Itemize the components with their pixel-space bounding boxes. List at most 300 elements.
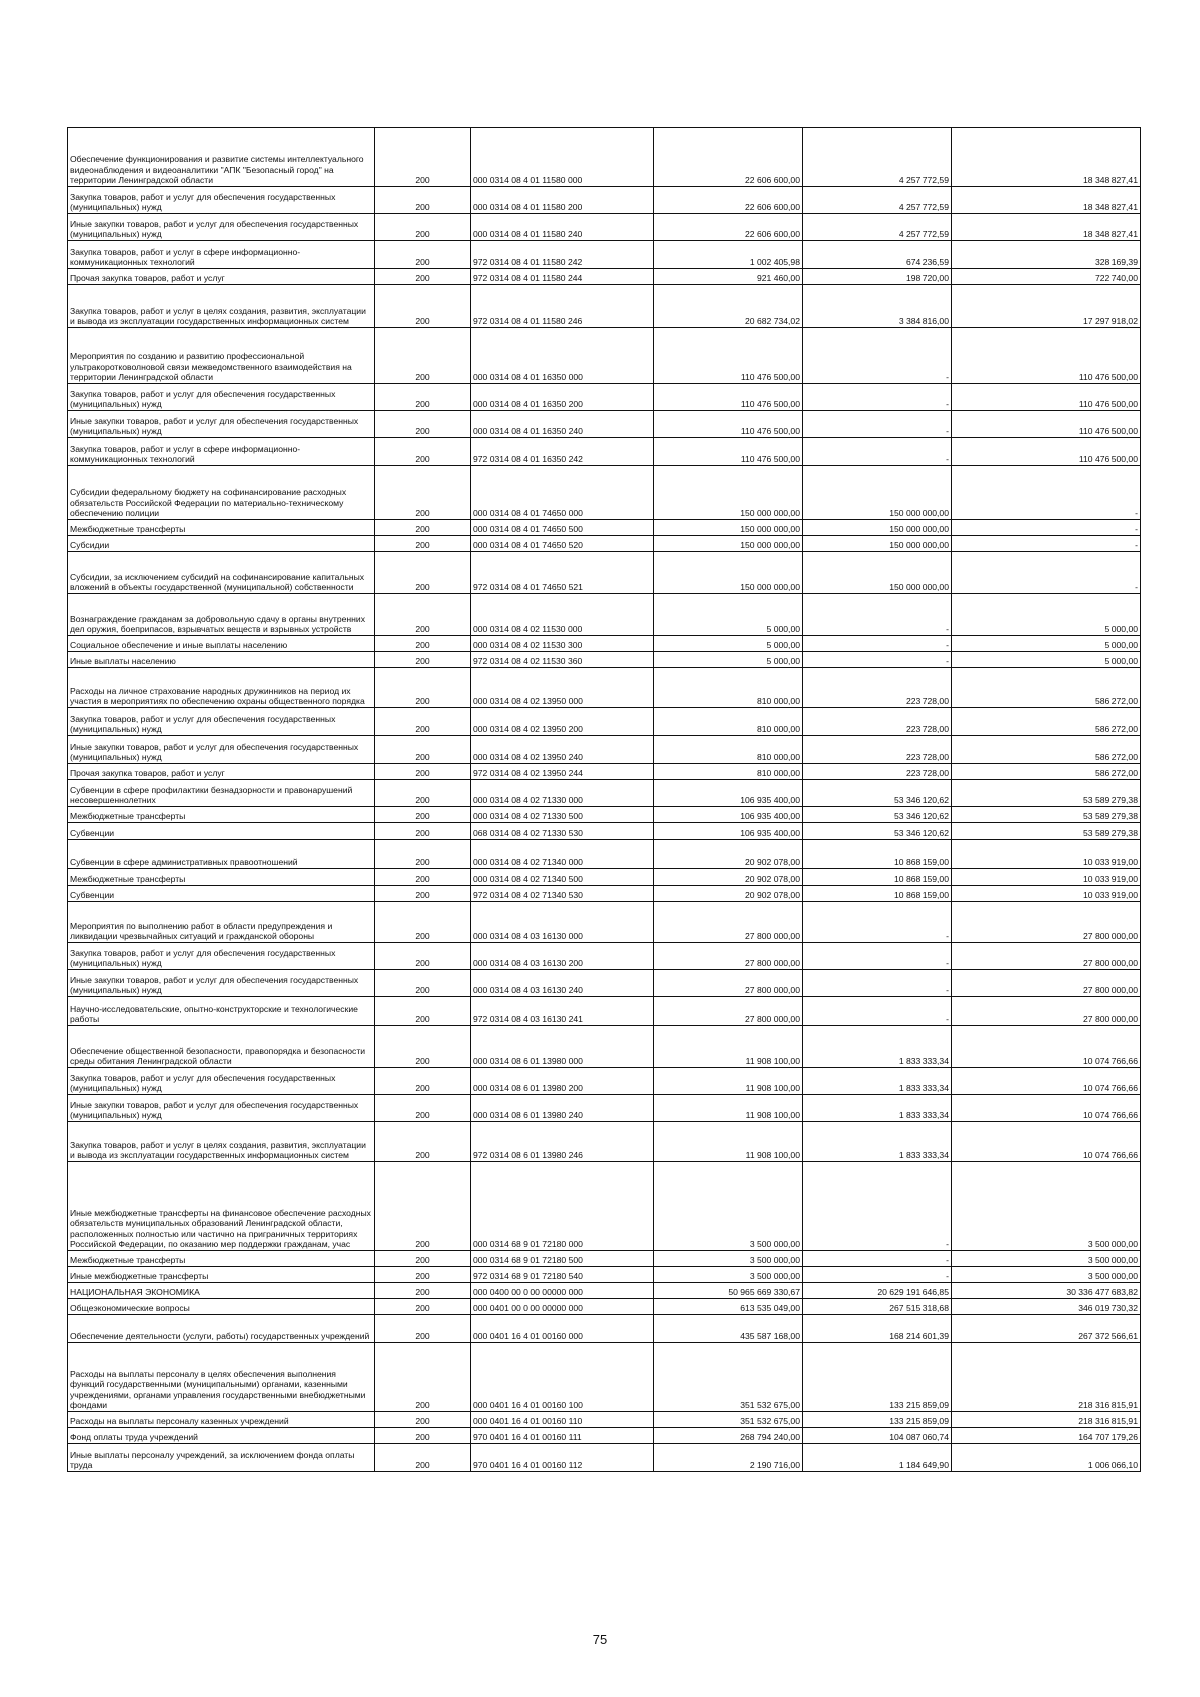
row-name: Субсидии (70, 539, 110, 550)
row-budget-classification: 000 0314 08 6 01 13980 240 (473, 1109, 583, 1120)
row-executed-amount: 267 515 318,68 (889, 1302, 949, 1313)
table-row (68, 1267, 1141, 1283)
row-budget-classification: 000 0401 16 4 01 00160 100 (473, 1399, 583, 1410)
row-budget-classification: 000 0314 08 4 02 71330 000 (473, 794, 583, 805)
row-budget-classification: 000 0314 08 4 03 16130 000 (473, 930, 583, 941)
table-row (68, 1162, 1141, 1251)
row-approved-amount: 150 000 000,00 (740, 507, 800, 518)
row-remaining-amount: - (1135, 507, 1138, 518)
row-approved-amount: 810 000,00 (756, 723, 800, 734)
row-executed-amount: 1 833 333,34 (898, 1109, 949, 1120)
row-name: Закупка товаров, работ и услуг для обеспечения государственных (муниципальных) нужд (70, 1072, 336, 1093)
row-executed-amount: - (946, 1254, 949, 1265)
row-budget-classification: 000 0314 08 4 02 13950 200 (473, 723, 583, 734)
table-body (68, 128, 1141, 1472)
row-line-code: 200 (415, 539, 430, 550)
row-executed-amount: 133 215 859,09 (889, 1399, 949, 1410)
row-executed-amount: - (946, 371, 949, 382)
row-approved-amount: 3 500 000,00 (749, 1270, 800, 1281)
table-row (68, 668, 1141, 708)
row-approved-amount: 150 000 000,00 (740, 523, 800, 534)
row-budget-classification: 000 0314 08 4 01 11580 200 (473, 201, 583, 212)
row-name: Научно-исследовательские, опытно-конструкторские и технологические работы (70, 1003, 358, 1024)
row-remaining-amount: 328 169,39 (1094, 256, 1138, 267)
row-approved-amount: 351 532 675,00 (740, 1415, 800, 1426)
row-line-code: 200 (415, 1254, 430, 1265)
row-remaining-amount: 586 272,00 (1094, 723, 1138, 734)
row-budget-classification: 970 0401 16 4 01 00160 111 (473, 1431, 582, 1442)
row-budget-classification: 972 0314 08 6 01 13980 246 (473, 1149, 583, 1160)
row-approved-amount: 435 587 168,00 (740, 1330, 800, 1341)
row-line-code: 200 (415, 1415, 430, 1426)
row-line-code: 200 (415, 1270, 430, 1281)
row-executed-amount: 198 720,00 (905, 272, 949, 283)
row-budget-classification: 972 0314 08 4 02 11530 360 (473, 655, 583, 666)
row-executed-amount: 223 728,00 (905, 723, 949, 734)
row-executed-amount: - (946, 957, 949, 968)
row-executed-amount: 53 346 120,62 (894, 810, 949, 821)
row-budget-classification: 972 0314 08 4 01 11580 246 (473, 315, 583, 326)
row-name: Закупка товаров, работ и услуг для обеспечения государственных (муниципальных) нужд (70, 947, 336, 968)
row-remaining-amount: 27 800 000,00 (1083, 984, 1138, 995)
row-executed-amount: 4 257 772,59 (898, 174, 949, 185)
table-row (68, 384, 1141, 411)
row-line-code: 200 (415, 957, 430, 968)
row-name: Межбюджетные трансферты (70, 810, 186, 821)
row-remaining-amount: 110 476 500,00 (1078, 371, 1138, 382)
row-name: Закупка товаров, работ и услуг для обеспечения государственных (муниципальных) нужд (70, 388, 336, 409)
row-name: Межбюджетные трансферты (70, 1254, 186, 1265)
row-executed-amount: - (946, 930, 949, 941)
row-name: Прочая закупка товаров, работ и услуг (70, 767, 225, 778)
row-line-code: 200 (415, 228, 430, 239)
row-executed-amount: 53 346 120,62 (894, 794, 949, 805)
row-executed-amount: 150 000 000,00 (889, 507, 949, 518)
row-budget-classification: 000 0401 00 0 00 00000 000 (473, 1302, 583, 1313)
row-remaining-amount: 53 589 279,38 (1083, 794, 1138, 805)
row-remaining-amount: 27 800 000,00 (1083, 957, 1138, 968)
row-remaining-amount: 10 074 766,66 (1083, 1055, 1138, 1066)
table-row (68, 886, 1141, 902)
row-line-code: 200 (415, 695, 430, 706)
row-approved-amount: 106 935 400,00 (740, 810, 800, 821)
row-line-code: 200 (415, 398, 430, 409)
table-row (68, 552, 1141, 594)
row-name: Закупка товаров, работ и услуг для обеспечения государственных (муниципальных) нужд (70, 713, 336, 734)
row-line-code: 200 (415, 523, 430, 534)
row-name: Иные закупки товаров, работ и услуг для обеспечения государственных (муниципальных) нужд (70, 974, 359, 995)
row-approved-amount: 27 800 000,00 (745, 1013, 800, 1024)
row-executed-amount: 10 868 159,00 (894, 873, 949, 884)
table-row (68, 128, 1141, 187)
row-approved-amount: 351 532 675,00 (740, 1399, 800, 1410)
row-remaining-amount: 10 033 919,00 (1083, 873, 1138, 884)
row-executed-amount: 150 000 000,00 (889, 581, 949, 592)
row-line-code: 200 (415, 315, 430, 326)
row-approved-amount: 613 535 049,00 (740, 1302, 800, 1313)
table-row (68, 214, 1141, 241)
row-name: Иные межбюджетные трансферты на финансовое обеспечение расходных обязательств муниципальных образований Ленинградской области, расположенных полностью или частично на приграничных территориях Российской Федерации, по оказанию мер поддержки гражданам, учас (70, 1208, 371, 1249)
row-budget-classification: 000 0314 08 4 03 16130 200 (473, 957, 583, 968)
row-line-code: 200 (415, 1431, 430, 1442)
table-row (68, 823, 1141, 840)
table-row (68, 520, 1141, 536)
row-name: Субвенции (70, 889, 115, 900)
row-remaining-amount: 1 006 066,10 (1087, 1459, 1138, 1470)
table-row (68, 1299, 1141, 1315)
table-row (68, 869, 1141, 886)
table-row (68, 1428, 1141, 1444)
row-executed-amount: 4 257 772,59 (898, 228, 949, 239)
row-budget-classification: 000 0314 68 9 01 72180 000 (473, 1238, 583, 1249)
row-approved-amount: 921 460,00 (756, 272, 800, 283)
row-name: Социальное обеспечение и иные выплаты населению (70, 639, 288, 650)
row-remaining-amount: 586 272,00 (1094, 751, 1138, 762)
row-approved-amount: 2 190 716,00 (749, 1459, 800, 1470)
budget-report-sheet (67, 127, 1140, 1472)
row-name: Субвенции в сфере административных правоотношений (70, 856, 298, 867)
row-executed-amount: 10 868 159,00 (894, 856, 949, 867)
row-line-code: 200 (415, 507, 430, 518)
row-remaining-amount: 18 348 827,41 (1083, 174, 1138, 185)
row-executed-amount: 1 184 649,90 (898, 1459, 949, 1470)
row-name: Расходы на выплаты персоналу в целях обеспечения выполнения функций государственными (муниципальными) органами, казенными учреждениями, органами управления государственными внебюджетными фондами (70, 1369, 366, 1410)
table-row (68, 466, 1141, 520)
row-executed-amount: 10 868 159,00 (894, 889, 949, 900)
table-row (68, 902, 1141, 943)
row-approved-amount: 27 800 000,00 (745, 930, 800, 941)
row-remaining-amount: 5 000,00 (1104, 655, 1138, 666)
row-remaining-amount: 722 740,00 (1094, 272, 1138, 283)
row-name: Мероприятия по выполнению работ в области предупреждения и ликвидации чрезвычайных ситуаций и гражданской обороны (70, 920, 333, 941)
row-remaining-amount: 10 033 919,00 (1083, 889, 1138, 900)
row-budget-classification: 972 0314 08 4 03 16130 241 (473, 1013, 583, 1024)
table-row (68, 764, 1141, 780)
row-approved-amount: 110 476 500,00 (740, 371, 800, 382)
row-executed-amount: - (946, 655, 949, 666)
table-row (68, 411, 1141, 438)
table-row (68, 807, 1141, 823)
row-budget-classification: 000 0314 08 4 02 11530 000 (473, 623, 583, 634)
row-budget-classification: 000 0314 08 4 02 71340 000 (473, 856, 583, 867)
row-remaining-amount: 10 074 766,66 (1083, 1149, 1138, 1160)
row-approved-amount: 1 002 405,98 (749, 256, 800, 267)
row-budget-classification: 972 0314 08 4 01 11580 244 (473, 272, 583, 283)
row-name: Закупка товаров, работ и услуг в сфере информационно-коммуникационных технологий (70, 443, 301, 464)
row-executed-amount: 1 833 333,34 (898, 1082, 949, 1093)
row-line-code: 200 (415, 371, 430, 382)
row-executed-amount: 53 346 120,62 (894, 827, 949, 838)
row-name: Закупка товаров, работ и услуг в целях создания, развития, эксплуатации и вывода из эксплуатации государственных информационных систем (70, 305, 366, 326)
row-budget-classification: 000 0314 08 4 01 11580 240 (473, 228, 583, 239)
row-remaining-amount: 53 589 279,38 (1083, 827, 1138, 838)
row-name: Фонд оплаты труда учреждений (70, 1431, 198, 1442)
row-budget-classification: 000 0314 08 4 02 71340 500 (473, 873, 583, 884)
table-row (68, 636, 1141, 652)
table-row (68, 1095, 1141, 1122)
row-approved-amount: 268 794 240,00 (740, 1431, 800, 1442)
row-line-code: 200 (415, 581, 430, 592)
row-name: Субвенции (70, 827, 115, 838)
row-approved-amount: 110 476 500,00 (740, 453, 800, 464)
row-approved-amount: 22 606 600,00 (745, 201, 800, 212)
row-remaining-amount: 10 033 919,00 (1083, 856, 1138, 867)
row-approved-amount: 110 476 500,00 (740, 398, 800, 409)
table-row (68, 536, 1141, 552)
row-name: Мероприятия по созданию и развитию профессиональной ультракоротковолновой связи межведомственного взаимодействия на территории Ленинградской области (70, 351, 352, 382)
row-line-code: 200 (415, 425, 430, 436)
row-budget-classification: 000 0314 08 6 01 13980 000 (473, 1055, 583, 1066)
table-row (68, 269, 1141, 285)
row-executed-amount: - (946, 1013, 949, 1024)
row-executed-amount: - (946, 453, 949, 464)
table-row (68, 285, 1141, 328)
row-approved-amount: 20 902 078,00 (745, 856, 800, 867)
row-line-code: 200 (415, 723, 430, 734)
row-remaining-amount: - (1135, 523, 1138, 534)
row-remaining-amount: 17 297 918,02 (1083, 315, 1138, 326)
table-row (68, 328, 1141, 384)
row-name: Межбюджетные трансферты (70, 873, 186, 884)
row-executed-amount: 223 728,00 (905, 751, 949, 762)
row-line-code: 200 (415, 1286, 430, 1297)
row-line-code: 200 (415, 1013, 430, 1024)
table-row (68, 997, 1141, 1026)
row-approved-amount: 11 908 100,00 (745, 1149, 800, 1160)
row-budget-classification: 000 0314 08 4 01 16350 200 (473, 398, 583, 409)
row-name: Иные межбюджетные трансферты (70, 1270, 209, 1281)
row-remaining-amount: - (1135, 581, 1138, 592)
row-budget-classification: 000 0314 08 4 01 74650 500 (473, 523, 583, 534)
row-approved-amount: 22 606 600,00 (745, 228, 800, 239)
row-remaining-amount: 53 589 279,38 (1083, 810, 1138, 821)
row-remaining-amount: 164 707 179,26 (1078, 1431, 1138, 1442)
row-remaining-amount: 267 372 566,61 (1078, 1330, 1138, 1341)
row-budget-classification: 970 0401 16 4 01 00160 112 (473, 1459, 583, 1470)
row-line-code: 200 (415, 1082, 430, 1093)
row-name: Расходы на выплаты персоналу казенных учреждений (70, 1415, 289, 1426)
row-executed-amount: 3 384 816,00 (898, 315, 949, 326)
row-approved-amount: 110 476 500,00 (740, 425, 800, 436)
row-line-code: 200 (415, 751, 430, 762)
row-executed-amount: 168 214 601,39 (889, 1330, 949, 1341)
row-line-code: 200 (415, 201, 430, 212)
row-budget-classification: 000 0314 08 4 02 11530 300 (473, 639, 583, 650)
row-name: Закупка товаров, работ и услуг в сфере информационно-коммуникационных технологий (70, 246, 301, 267)
row-budget-classification: 972 0314 08 4 01 16350 242 (473, 453, 583, 464)
row-name: Вознаграждение гражданам за добровольную сдачу в органы внутренних дел оружия, боеприпасов, взрывчатых веществ и взрывных устройств (70, 613, 365, 634)
row-name: Обеспечение общественной безопасности, правопорядка и безопасности среды обитания Ленинградской области (70, 1045, 366, 1066)
row-approved-amount: 5 000,00 (766, 639, 800, 650)
row-budget-classification: 972 0314 08 4 01 11580 242 (473, 256, 583, 267)
row-name: Иные закупки товаров, работ и услуг для обеспечения государственных (муниципальных) нужд (70, 415, 359, 436)
row-budget-classification: 972 0314 08 4 02 71340 530 (473, 889, 583, 900)
row-line-code: 200 (415, 856, 430, 867)
row-approved-amount: 27 800 000,00 (745, 957, 800, 968)
row-remaining-amount: 218 316 815,91 (1078, 1415, 1138, 1426)
row-line-code: 200 (415, 889, 430, 900)
row-executed-amount: 150 000 000,00 (889, 539, 949, 550)
row-approved-amount: 22 606 600,00 (745, 174, 800, 185)
row-name: Иные выплаты населению (70, 655, 176, 666)
row-remaining-amount: 218 316 815,91 (1078, 1399, 1138, 1410)
row-line-code: 200 (415, 794, 430, 805)
table-row (68, 652, 1141, 668)
row-budget-classification: 000 0314 08 4 01 11580 000 (473, 174, 583, 185)
row-name: Закупка товаров, работ и услуг для обеспечения государственных (муниципальных) нужд (70, 191, 336, 212)
row-remaining-amount: 10 074 766,66 (1083, 1109, 1138, 1120)
row-approved-amount: 20 902 078,00 (745, 889, 800, 900)
row-line-code: 200 (415, 873, 430, 884)
row-executed-amount: - (946, 1270, 949, 1281)
row-budget-classification: 068 0314 08 4 02 71330 530 (473, 827, 583, 838)
row-approved-amount: 3 500 000,00 (749, 1254, 800, 1265)
row-approved-amount: 11 908 100,00 (745, 1082, 800, 1093)
table-row (68, 1251, 1141, 1267)
row-executed-amount: 104 087 060,74 (889, 1431, 949, 1442)
page-number: 75 (592, 1632, 608, 1647)
table-row (68, 1068, 1141, 1095)
row-remaining-amount: 30 336 477 683,82 (1066, 1286, 1138, 1297)
row-remaining-amount: - (1135, 539, 1138, 550)
table-row (68, 970, 1141, 997)
table-row (68, 594, 1141, 636)
row-budget-classification: 972 0314 08 4 02 13950 244 (473, 767, 583, 778)
row-line-code: 200 (415, 174, 430, 185)
row-line-code: 200 (415, 256, 430, 267)
row-line-code: 200 (415, 930, 430, 941)
row-remaining-amount: 27 800 000,00 (1083, 930, 1138, 941)
row-approved-amount: 11 908 100,00 (745, 1055, 800, 1066)
row-line-code: 200 (415, 623, 430, 634)
table-row (68, 708, 1141, 736)
row-approved-amount: 5 000,00 (766, 655, 800, 666)
row-approved-amount: 27 800 000,00 (745, 984, 800, 995)
row-remaining-amount: 5 000,00 (1104, 623, 1138, 634)
row-approved-amount: 20 682 734,02 (745, 315, 800, 326)
row-line-code: 200 (415, 639, 430, 650)
row-line-code: 200 (415, 453, 430, 464)
row-name: Межбюджетные трансферты (70, 523, 186, 534)
row-executed-amount: - (946, 1238, 949, 1249)
row-remaining-amount: 110 476 500,00 (1078, 425, 1138, 436)
row-remaining-amount: 586 272,00 (1094, 695, 1138, 706)
row-line-code: 200 (415, 984, 430, 995)
row-line-code: 200 (415, 827, 430, 838)
row-remaining-amount: 586 272,00 (1094, 767, 1138, 778)
row-approved-amount: 106 935 400,00 (740, 827, 800, 838)
row-line-code: 200 (415, 810, 430, 821)
row-name: Общеэкономические вопросы (70, 1302, 190, 1313)
row-approved-amount: 810 000,00 (756, 695, 800, 706)
table-row (68, 736, 1141, 764)
row-budget-classification: 000 0314 08 4 02 71330 500 (473, 810, 583, 821)
row-remaining-amount: 18 348 827,41 (1083, 201, 1138, 212)
row-approved-amount: 5 000,00 (766, 623, 800, 634)
row-approved-amount: 3 500 000,00 (749, 1238, 800, 1249)
row-name: Обеспечение деятельности (услуги, работы) государственных учреждений (70, 1330, 370, 1341)
budget-execution-table (67, 127, 1141, 1472)
row-name: Иные закупки товаров, работ и услуг для обеспечения государственных (муниципальных) нужд (70, 741, 359, 762)
row-name: Обеспечение функционирования и развитие системы интеллектуального видеонаблюдения и видеоаналитики "АПК "Безопасный город" на территории Ленинградской области (70, 154, 364, 185)
row-approved-amount: 11 908 100,00 (745, 1109, 800, 1120)
row-executed-amount: - (946, 425, 949, 436)
row-executed-amount: - (946, 639, 949, 650)
row-budget-classification: 000 0314 08 4 01 74650 000 (473, 507, 583, 518)
table-row (68, 1283, 1141, 1299)
row-line-code: 200 (415, 1055, 430, 1066)
row-budget-classification: 000 0314 08 4 01 16350 000 (473, 371, 583, 382)
row-line-code: 200 (415, 1330, 430, 1341)
row-remaining-amount: 18 348 827,41 (1083, 228, 1138, 239)
row-remaining-amount: 5 000,00 (1104, 639, 1138, 650)
row-name: Иные закупки товаров, работ и услуг для обеспечения государственных (муниципальных) нужд (70, 218, 359, 239)
row-line-code: 200 (415, 1302, 430, 1313)
row-budget-classification: 000 0314 08 4 02 13950 000 (473, 695, 583, 706)
row-executed-amount: 223 728,00 (905, 767, 949, 778)
table-row (68, 241, 1141, 269)
row-executed-amount: 133 215 859,09 (889, 1415, 949, 1426)
row-remaining-amount: 27 800 000,00 (1083, 1013, 1138, 1024)
row-executed-amount: 1 833 333,34 (898, 1149, 949, 1160)
row-executed-amount: 223 728,00 (905, 695, 949, 706)
table-row (68, 438, 1141, 466)
row-line-code: 200 (415, 272, 430, 283)
row-name: Расходы на личное страхование народных дружинников на период их участия в мероприятиях по обеспечению охраны общественного порядка (70, 685, 365, 706)
row-approved-amount: 50 965 669 330,67 (728, 1286, 800, 1297)
row-executed-amount: 150 000 000,00 (889, 523, 949, 534)
row-executed-amount: 20 629 191 646,85 (877, 1286, 949, 1297)
table-row (68, 1343, 1141, 1412)
row-budget-classification: 000 0314 08 4 02 13950 240 (473, 751, 583, 762)
row-remaining-amount: 110 476 500,00 (1078, 398, 1138, 409)
row-name: НАЦИОНАЛЬНАЯ ЭКОНОМИКА (70, 1286, 200, 1297)
row-name: Субсидии федеральному бюджету на софинансирование расходных обязательств Российской Федерации по материально-техническому обеспечению полиции (70, 487, 347, 518)
row-line-code: 200 (415, 767, 430, 778)
row-approved-amount: 150 000 000,00 (740, 539, 800, 550)
row-line-code: 200 (415, 655, 430, 666)
row-approved-amount: 20 902 078,00 (745, 873, 800, 884)
table-row (68, 780, 1141, 807)
row-name: Субсидии, за исключением субсидий на софинансирование капитальных вложений в объекты государственной (муниципальной) собственности (70, 571, 365, 592)
row-budget-classification: 000 0401 16 4 01 00160 110 (473, 1415, 583, 1426)
row-line-code: 200 (415, 1238, 430, 1249)
row-budget-classification: 000 0314 08 4 01 16350 240 (473, 425, 583, 436)
row-budget-classification: 000 0314 08 6 01 13980 200 (473, 1082, 583, 1093)
row-budget-classification: 000 0314 68 9 01 72180 500 (473, 1254, 583, 1265)
row-budget-classification: 000 0314 08 4 01 74650 520 (473, 539, 583, 550)
row-executed-amount: - (946, 398, 949, 409)
row-executed-amount: - (946, 984, 949, 995)
row-remaining-amount: 346 019 730,32 (1078, 1302, 1138, 1313)
row-budget-classification: 972 0314 08 4 01 74650 521 (473, 581, 583, 592)
row-name: Закупка товаров, работ и услуг в целях создания, развития, эксплуатации и вывода из эксплуатации государственных информационных систем (70, 1139, 366, 1160)
row-line-code: 200 (415, 1459, 430, 1470)
row-approved-amount: 810 000,00 (756, 751, 800, 762)
table-row (68, 840, 1141, 869)
row-budget-classification: 000 0401 16 4 01 00160 000 (473, 1330, 583, 1341)
row-name: Иные выплаты персоналу учреждений, за исключением фонда оплаты труда (70, 1449, 355, 1470)
row-name: Иные закупки товаров, работ и услуг для обеспечения государственных (муниципальных) нужд (70, 1099, 359, 1120)
row-remaining-amount: 110 476 500,00 (1078, 453, 1138, 464)
row-remaining-amount: 3 500 000,00 (1087, 1254, 1138, 1265)
row-line-code: 200 (415, 1109, 430, 1120)
row-approved-amount: 150 000 000,00 (740, 581, 800, 592)
table-row (68, 1444, 1141, 1472)
table-row (68, 1412, 1141, 1428)
row-approved-amount: 106 935 400,00 (740, 794, 800, 805)
row-line-code: 200 (415, 1399, 430, 1410)
